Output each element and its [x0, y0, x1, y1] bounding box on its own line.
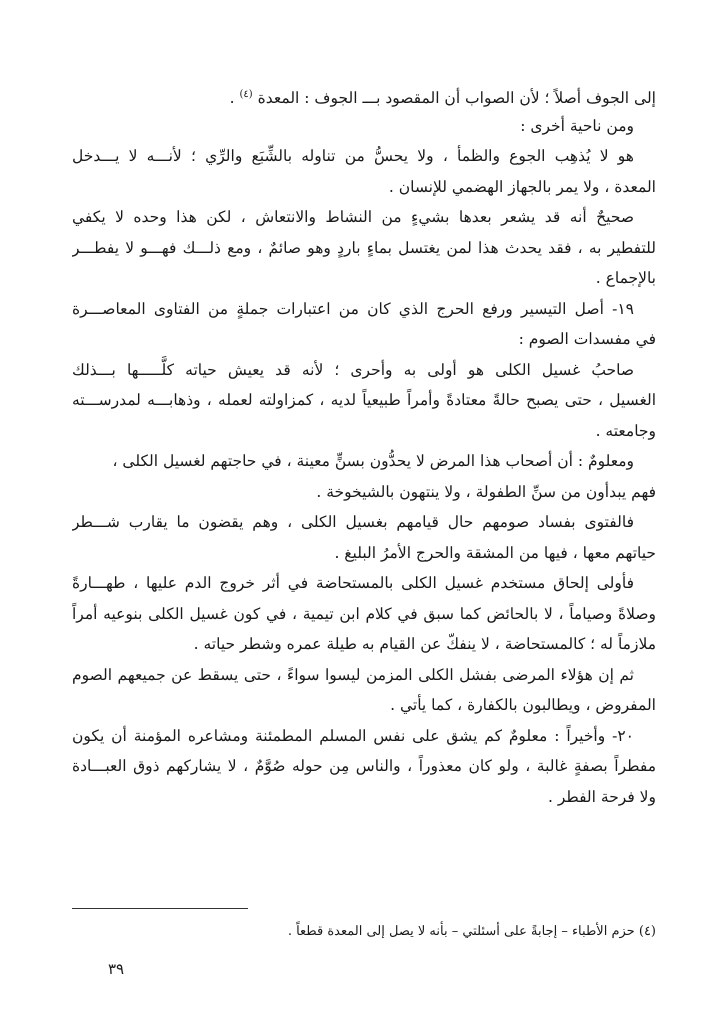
text-line: ملازماً له ؛ كالمستحاضة ، لا ينفكّ عن القيام به طيلة عمره وشطر حياته .: [193, 635, 656, 653]
text-line: ومعلومٌ : أن أصحاب هذا المرض لا يحدُّون بسنٍّ معينة ، في حاجتهم لغسيل الكلى ،: [112, 452, 634, 470]
footnote-text: حزم الأطباء – إجابةً على أسئلتي – بأنه لا يصل إلى المعدة قطعاً .: [287, 924, 635, 939]
text-line: وجامعته .: [595, 421, 656, 440]
text-line: ٢٠- وأخيراً : معلومٌ كم يشق على نفس المسلم المطمئنة ومشاعره المؤمنة أن يكون: [72, 726, 634, 745]
page-number: ٣٩: [108, 960, 125, 978]
text-line: صحيحٌ أنه قد يشعر بعدها بشيءٍ من النشاط والانتعاش ، لكن هذا وحده لا يكفي: [72, 208, 634, 226]
page-body: [72, 80, 656, 812]
text-line: ولا فرحة الفطر .: [547, 787, 656, 806]
text-line: المعدة ، ولا يمر بالجهاز الهضمي للإنسان .: [388, 177, 656, 196]
text-line: صاحبُ غسيل الكلى هو أولى به وأحرى ؛ لأنه قد يعيش حياته كلَّـــــها بـــذلك: [72, 360, 634, 379]
text-line: فهم يبدأون من سنِّ الطفولة ، ولا ينتهون بالشيخوخة .: [316, 482, 656, 501]
text-line: في مفسدات الصوم :: [518, 330, 656, 348]
text-line: وصلاةً وصياماً ، لا بالحائض كما سبق في كلام ابن تيمية ، في كون غسيل الكلى بنوعيه أمراً: [72, 604, 656, 623]
footnote-ref: (٤): [239, 89, 253, 100]
text-line: ومن ناحية أخرى :: [520, 116, 634, 135]
text-line: بالإجماع .: [595, 269, 656, 287]
text-line: فالفتوى بفساد صومهم حال قيامهم بغسيل الكلى ، وهم يقضون ما يقارب شـــطر: [72, 513, 634, 531]
text-line: هو لا يُذهِب الجوع والظمأ ، ولا يحسُّ من تناوله بالشِّبَع والرِّي ؛ لأنـــه لا يـــدخل: [72, 147, 634, 165]
text-line: حياتهم معها ، فيها من المشقة والحرج الأمرُ البليغ .: [334, 543, 656, 562]
text-line: مفطراً بصفةٍ غالبة ، ولو كان معذوراً ، والناس مِن حوله صُوَّمٌ ، لا يشاركهم ذوق العبـــادة: [72, 757, 656, 775]
text-line: فأولى إلحاق مستخدم غسيل الكلى بالمستحاضة في أثر خروج الدم عليها ، طهـــارةً: [72, 574, 634, 592]
footnote: [72, 922, 656, 942]
text-line: المفروض ، ويطالبون بالكفارة ، كما يأتي .: [390, 696, 656, 714]
text-line: ١٩- أصل التيسير ورفع الحرج الذي كان من اعتبارات جملةٍ من الفتاوى المعاصـــرة: [72, 299, 634, 318]
text-line: إلى الجوف أصلاً ؛ لأن الصواب أن المقصود بـــ الجوف : المعدة $^{(٤)}$ .: [229, 89, 656, 108]
footnote-divider: [72, 908, 248, 909]
footnote-marker: (٤): [638, 924, 656, 939]
text-line: للتفطير به ، فقد يحدث هذا لمن يغتسل بماءٍ باردٍ وهو صائمٌ ، ومع ذلـــك فهـــو لا يفطـــر: [72, 238, 656, 257]
text-line: ثم إن هؤلاء المرضى بفشل الكلى المزمن ليسوا سواءً ، حتى يسقط عن جميعهم الصوم: [72, 665, 634, 684]
text-line: الغسيل ، حتى يصبح حالةً معتادةً وأمراً طبيعياً لديه ، كمزاولته لعمله ، وذهابـــه لمدرســـته: [72, 391, 656, 409]
